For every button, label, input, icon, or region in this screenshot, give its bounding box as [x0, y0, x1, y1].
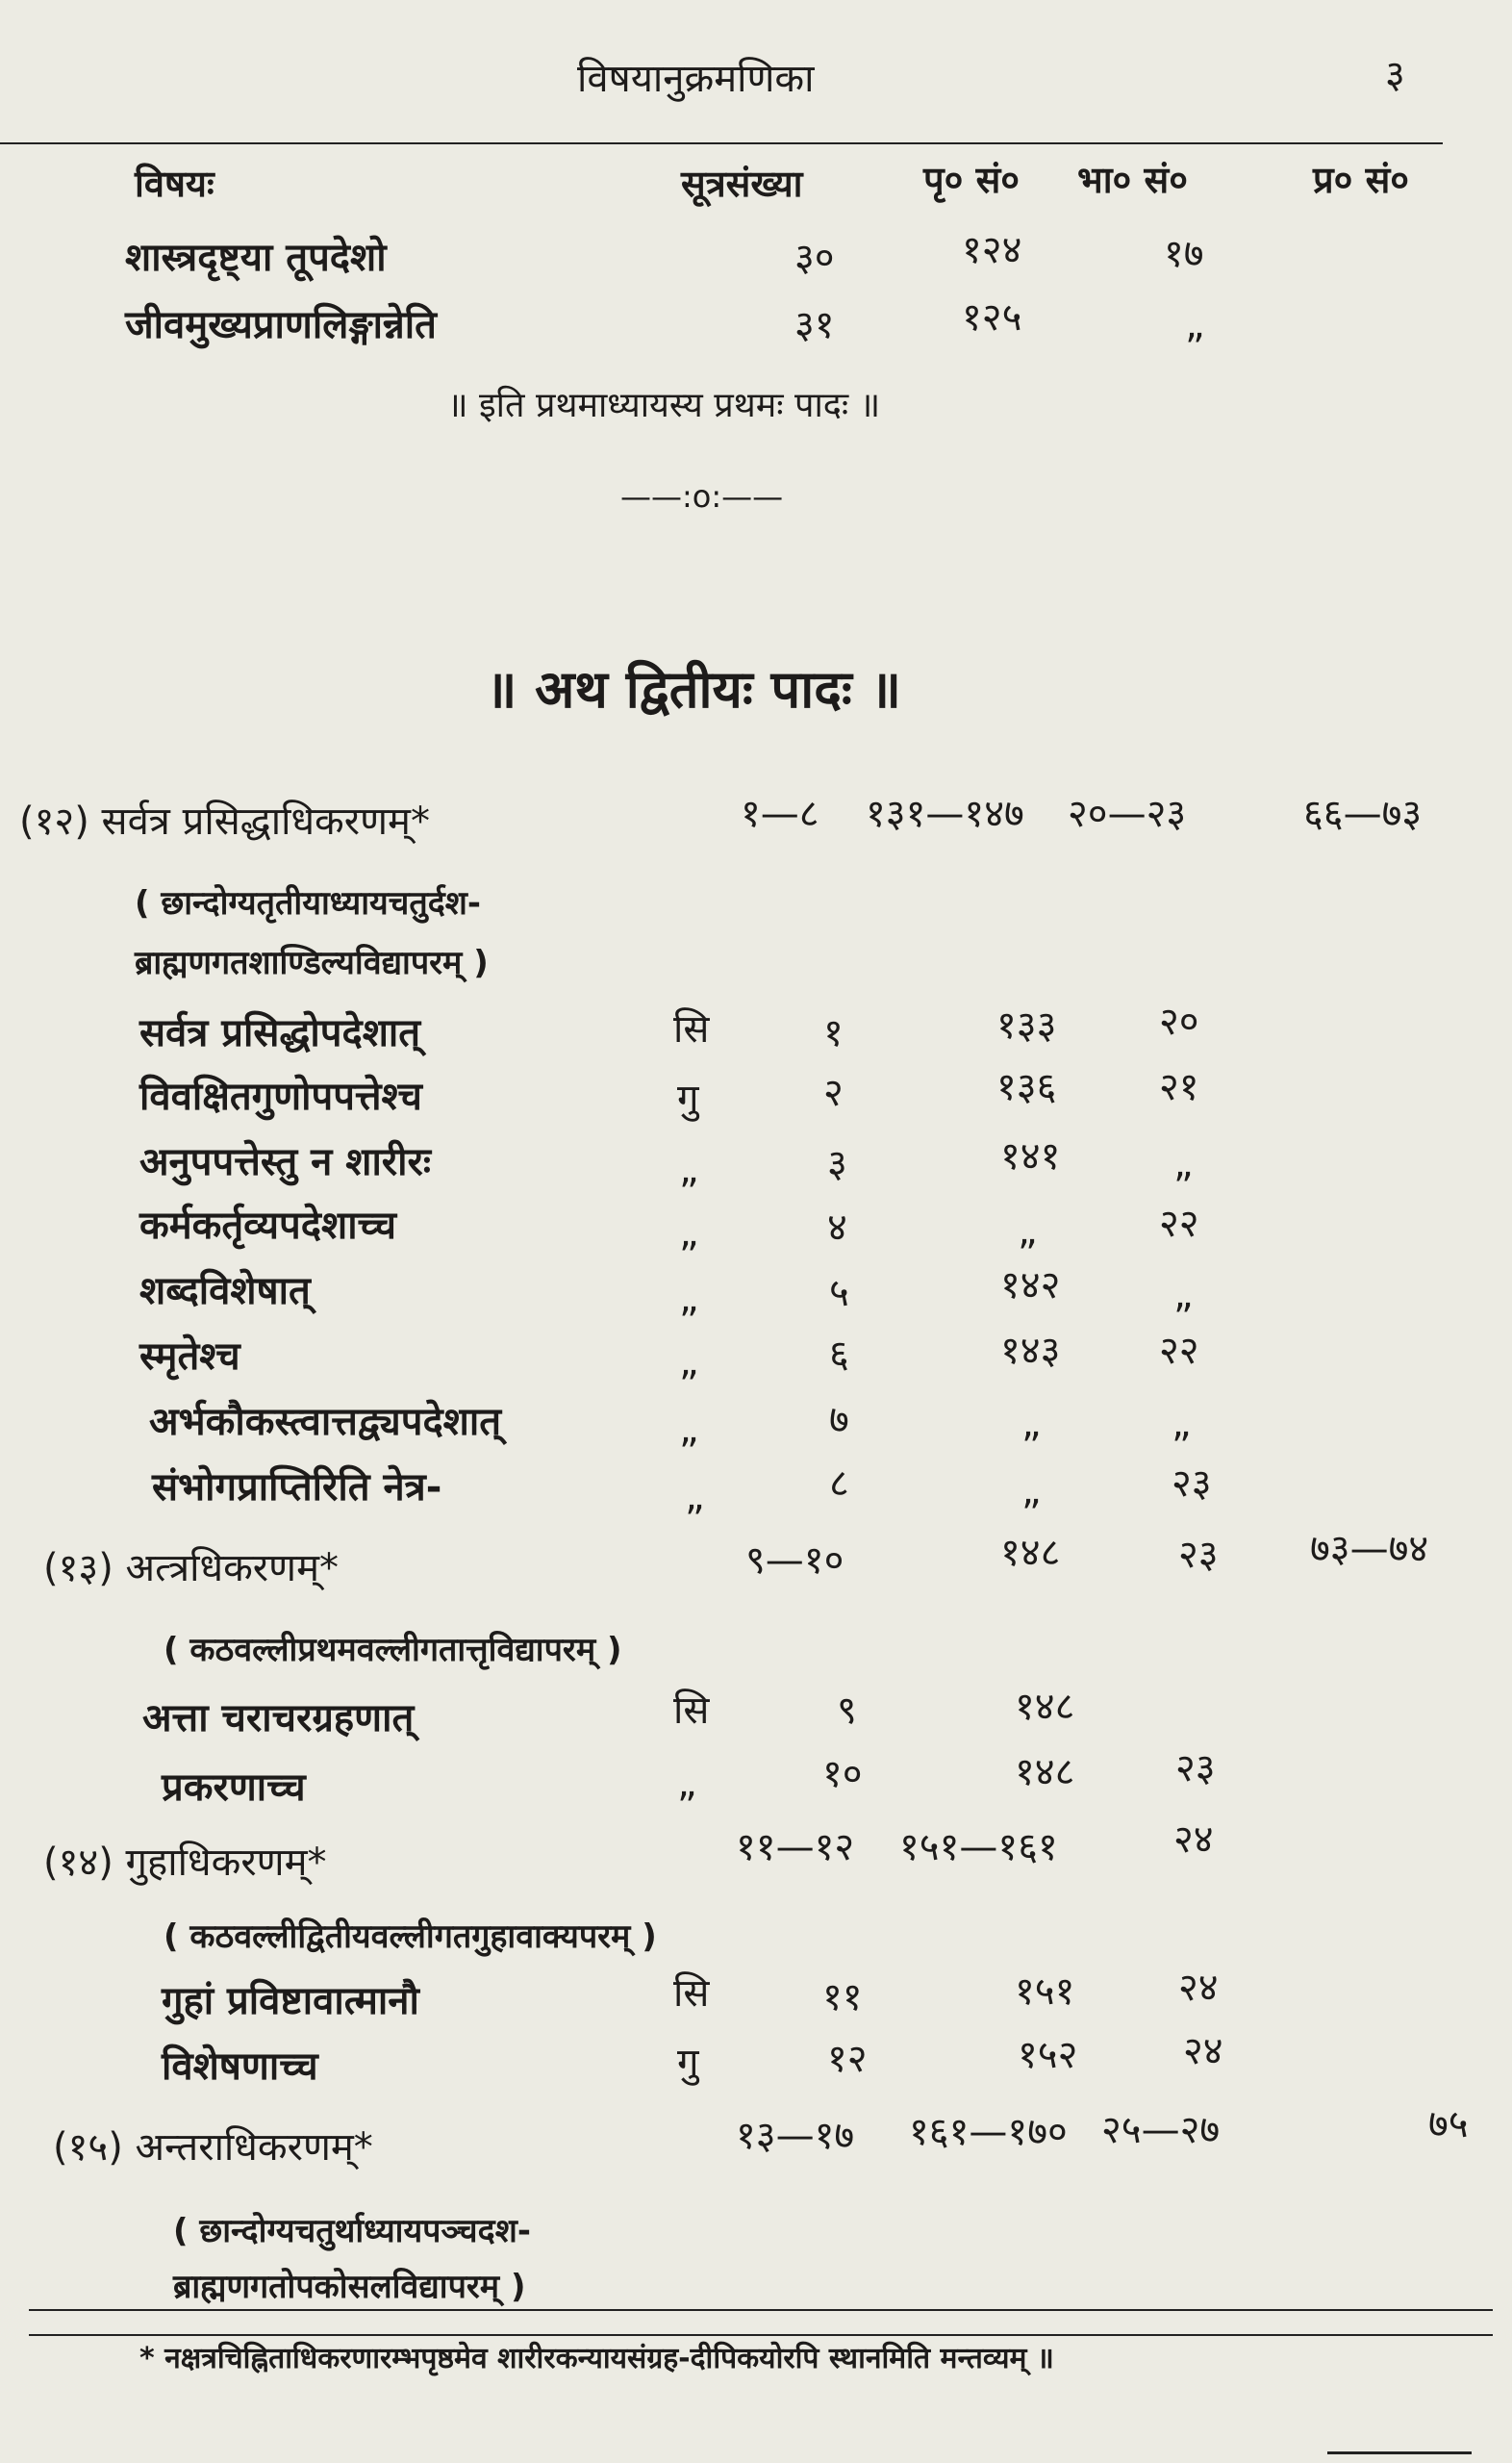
list-item-label: संभोगप्राप्तिरिति नेत्र-: [152, 1465, 442, 1510]
section-heading: (१५) अन्तराधिकरणम्*: [53, 2125, 373, 2170]
section-bha-range: २०—२३: [1068, 792, 1187, 836]
list-item-label: सर्वत्र प्रसिद्धोपदेशात्: [139, 1011, 421, 1055]
chapter-end-line: ॥ इति प्रथमाध्यायस्य प्रथमः पादः ॥: [447, 386, 881, 425]
list-item-mark: गु: [677, 1077, 699, 1121]
footnote-rule: [29, 2309, 1493, 2311]
list-item-page: „: [1018, 1209, 1038, 1254]
list-item-sutra: ११: [822, 1975, 863, 2019]
list-item-mark: गु: [677, 2041, 699, 2085]
list-item-sutra: १: [823, 1011, 844, 1055]
list-item-label: अत्ता चराचरग्रहणात्: [142, 1696, 415, 1740]
section-sutra-range: १३—१७: [736, 2114, 855, 2158]
list-item-bha: २१: [1159, 1065, 1199, 1109]
list-item-bha: „: [1173, 1142, 1194, 1186]
list-item-sutra: ६: [829, 1333, 849, 1377]
section-bha-range: २४: [1173, 1817, 1214, 1862]
list-item-bha: २४: [1178, 1966, 1219, 2010]
list-item-page: १२४: [962, 228, 1022, 272]
list-item-bha: १७: [1164, 232, 1204, 276]
list-item-label: गुहां प्रविष्टावात्मानौ: [162, 1979, 419, 2023]
section-heading: (१२) सर्वत्र प्रसिद्धाधिकरणम्*: [19, 800, 430, 844]
list-item-bha: „: [1185, 303, 1205, 347]
list-item-mark: „: [679, 1148, 699, 1192]
section-page-range: १५१—१६१: [899, 1825, 1058, 1869]
list-item-page: १४८: [1015, 1685, 1075, 1729]
list-item-mark: सि: [673, 1689, 710, 1733]
list-item-mark: „: [677, 1762, 697, 1806]
section-pra-range: ७३—७४: [1310, 1527, 1429, 1571]
list-item-label: शब्दविशेषात्: [139, 1269, 311, 1313]
list-item-bha: २२: [1159, 1202, 1199, 1246]
section-page-range: १३१—१४७: [866, 792, 1024, 836]
list-item-page: १२५: [962, 295, 1022, 340]
list-item-label: स्मृतेश्च: [139, 1334, 240, 1379]
list-item-mark: „: [685, 1475, 705, 1519]
list-item-sutra: ३: [827, 1142, 847, 1186]
section-separator: ——:o:——: [620, 478, 784, 515]
pada-title: ॥ अथ द्वितीयः पादः ॥: [486, 659, 901, 720]
list-item-bha: २२: [1159, 1329, 1199, 1373]
list-item-bha: २०: [1159, 1000, 1199, 1044]
list-item-page: १५१: [1015, 1969, 1075, 2014]
list-item-bha: २४: [1183, 2029, 1223, 2073]
bottom-rule: [1327, 2451, 1472, 2454]
list-item-mark: सि: [673, 1971, 710, 2016]
list-item-label: विवक्षितगुणोपपत्तेश्च: [139, 1075, 422, 1119]
list-item-label: कर्मकर्तृव्यपदेशाच्च: [139, 1204, 397, 1248]
section-heading: (१४) गुहाधिकरणम्*: [43, 1841, 327, 1885]
section-sutra-range: ११—१२: [736, 1825, 855, 1869]
list-item-page: १४१: [1000, 1134, 1061, 1179]
list-item-sutra: १०: [822, 1752, 863, 1796]
list-item-page: १४३: [1000, 1329, 1061, 1373]
section-pra-range: ६६—७३: [1303, 792, 1423, 836]
page-header-title: विषयानुक्रमणिका: [577, 57, 815, 101]
list-item-sutra: ३१: [794, 303, 835, 347]
list-item-label: विशेषणाच्च: [162, 2044, 318, 2089]
list-item-sutra: २: [823, 1071, 844, 1115]
page-number: ३: [1385, 53, 1405, 97]
list-item-bha: २३: [1175, 1746, 1216, 1790]
list-item-sutra: ३०: [794, 236, 835, 280]
list-item-sutra: ९: [837, 1689, 857, 1733]
column-header-pra: प्र० सं०: [1313, 159, 1410, 201]
section-pra-range: ७५: [1428, 2102, 1469, 2146]
section-note: ब्राह्मणगतशाण्डिल्यविद्यापरम् ): [135, 944, 489, 982]
list-item-page: १५२: [1018, 2033, 1078, 2077]
section-sutra-range: १—८: [741, 792, 819, 836]
column-header-page: पृ० सं०: [923, 159, 1021, 201]
section-sutra-range: ९—१०: [745, 1538, 844, 1583]
list-item-mark: „: [679, 1277, 699, 1321]
list-item-mark: „: [679, 1408, 699, 1452]
list-item-mark: „: [679, 1211, 699, 1256]
list-item-sutra: १२: [827, 2037, 868, 2081]
list-item-sutra: ४: [827, 1206, 847, 1250]
list-item-page: „: [1021, 1402, 1042, 1446]
section-heading: (१३) अत्त्रधिकरणम्*: [43, 1546, 340, 1590]
list-item-label: अर्भकौकस्त्वात्तद्व्यपदेशात्: [149, 1400, 502, 1444]
list-item-label: अनुपपत्तेस्तु न शारीरः: [139, 1140, 431, 1184]
section-note: ब्राह्मणगतोपकोसलविद्यापरम् ): [173, 2268, 526, 2306]
footnote-rule-lower: [29, 2334, 1493, 2336]
section-note: ( कठवल्लीद्वितीयवल्लीगतगुहावाक्यपरम् ): [164, 1917, 657, 1956]
list-item-label: प्रकरणाच्च: [162, 1765, 306, 1810]
list-item-page: „: [1021, 1469, 1042, 1513]
list-item-bha: २३: [1172, 1461, 1212, 1506]
list-item-page: १३६: [996, 1065, 1057, 1109]
list-item-label: शास्त्रदृष्ट्या तूपदेशो: [125, 236, 387, 280]
list-item-page: १३३: [996, 1003, 1057, 1048]
list-item-label: जीवमुख्यप्राणलिङ्गान्नेति: [125, 303, 437, 347]
list-item-mark: „: [679, 1340, 699, 1384]
list-item-sutra: ५: [829, 1271, 849, 1315]
list-item-mark: सि: [673, 1007, 710, 1052]
section-bha-range: २५—२७: [1101, 2108, 1221, 2152]
list-item-bha: „: [1173, 1273, 1194, 1317]
section-bha-range: २३: [1178, 1533, 1219, 1577]
column-header-bhashya: भा० सं०: [1077, 159, 1188, 201]
column-header-subject: विषयः: [135, 163, 214, 205]
section-page-range: १६१—१७०: [909, 2110, 1068, 2154]
list-item-page: १४२: [1000, 1263, 1061, 1308]
header-rule: [0, 142, 1443, 144]
list-item-sutra: ८: [829, 1461, 849, 1506]
section-page-range: १४८: [1000, 1531, 1061, 1575]
list-item-page: १४८: [1015, 1750, 1075, 1794]
column-header-sutra: सूत्रसंख्या: [681, 163, 803, 205]
footnote: * नक्षत्रचिह्निताधिकरणारम्भपृष्ठमेव शारीरकन्यायसंग्रह-दीपिकयोरपि स्थानमिति मन्तव्यम् ॥: [139, 2342, 1054, 2375]
list-item-sutra: ७: [829, 1398, 849, 1442]
section-note: ( छान्दोग्यतृतीयाध्यायचतुर्दश-: [135, 884, 482, 923]
section-note: ( छान्दोग्यचतुर्थाध्यायपञ्चदश-: [173, 2212, 531, 2250]
section-note: ( कठवल्लीप्रथमवल्लीगतात्तृविद्यापरम् ): [164, 1631, 622, 1669]
list-item-bha: „: [1172, 1402, 1192, 1446]
